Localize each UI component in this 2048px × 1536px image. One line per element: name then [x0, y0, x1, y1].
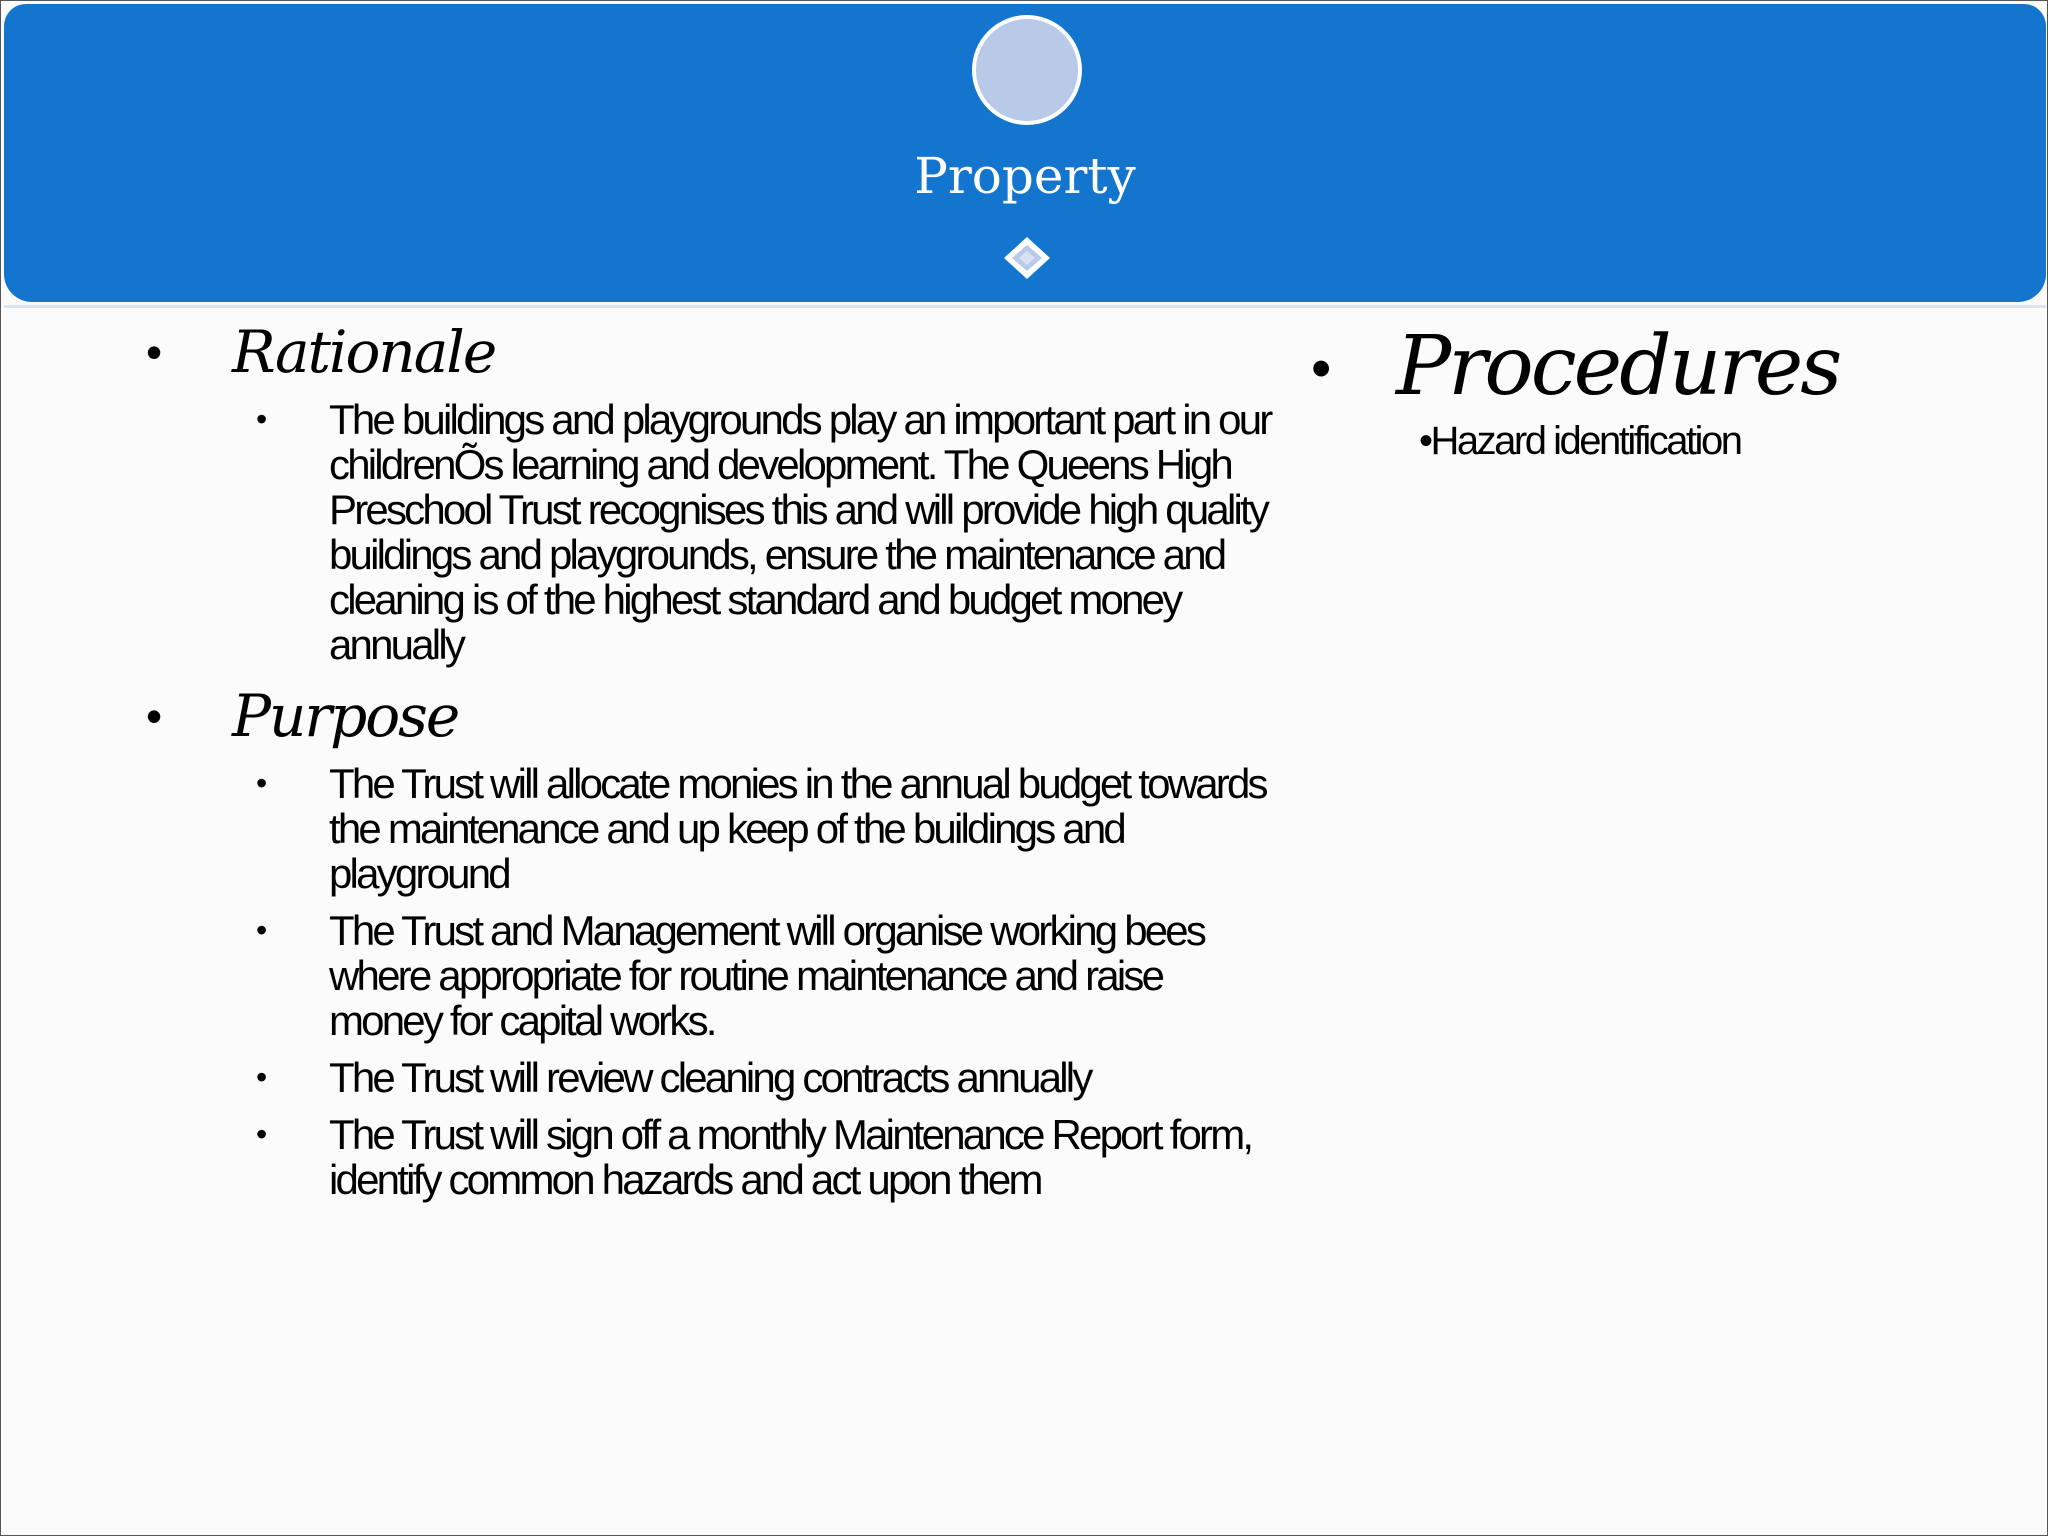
- purpose-list: [146, 761, 1276, 1202]
- list-item-text: The Trust will review cleaning contracts annually: [329, 1054, 1091, 1101]
- list-item: [146, 1112, 1276, 1202]
- list-item: [146, 908, 1276, 1043]
- list-item: [146, 397, 1276, 667]
- slide-title: Property: [914, 147, 1136, 205]
- list-item-text: The Trust will sign off a monthly Maintenance Report form, identify common hazards and act upon them: [329, 1111, 1252, 1203]
- section-heading-rationale: [146, 319, 1276, 385]
- list-item: [146, 761, 1276, 896]
- rationale-list: [146, 397, 1276, 667]
- list-item: [146, 1055, 1276, 1100]
- list-item-text: The buildings and playgrounds play an important part in our childrenÕs learning and development. The Queens High Preschool Trust recognises this and will provide high quality buildings and playgrounds, ensure the maintenance and cleaning is of the highest standard and budget money annually: [329, 396, 1271, 668]
- bullet-icon: •: [1419, 419, 1431, 463]
- bullet-icon: •: [256, 765, 265, 801]
- procedure-item: [1311, 419, 1871, 464]
- left-column: [146, 319, 1276, 1218]
- bullet-icon: •: [256, 1116, 265, 1152]
- diamond-ornament-icon: [1002, 235, 1052, 281]
- heading-text: Purpose: [232, 682, 459, 750]
- list-item-text: The Trust will allocate monies in the annual budget towards the maintenance and up keep of the buildings and playground: [329, 760, 1266, 897]
- section-heading-procedures: [1311, 321, 1871, 413]
- bullet-icon: •: [146, 326, 161, 378]
- bullet-icon: •: [256, 912, 265, 948]
- heading-text: Procedures: [1396, 319, 1840, 414]
- heading-text: Rationale: [232, 318, 496, 386]
- procedure-item-text: Hazard identification: [1430, 419, 1741, 463]
- bullet-icon: •: [256, 401, 265, 437]
- bullet-icon: •: [1311, 336, 1329, 401]
- list-item-text: The Trust and Management will organise working bees where appropriate for routine maintenance and raise money for capital works.: [329, 907, 1205, 1044]
- bullet-icon: •: [256, 1059, 265, 1095]
- circle-ornament-icon: [972, 15, 1082, 125]
- bullet-icon: •: [146, 690, 161, 742]
- section-heading-purpose: [146, 683, 1276, 749]
- header-divider: [4, 305, 2046, 308]
- right-column: [1311, 321, 1871, 464]
